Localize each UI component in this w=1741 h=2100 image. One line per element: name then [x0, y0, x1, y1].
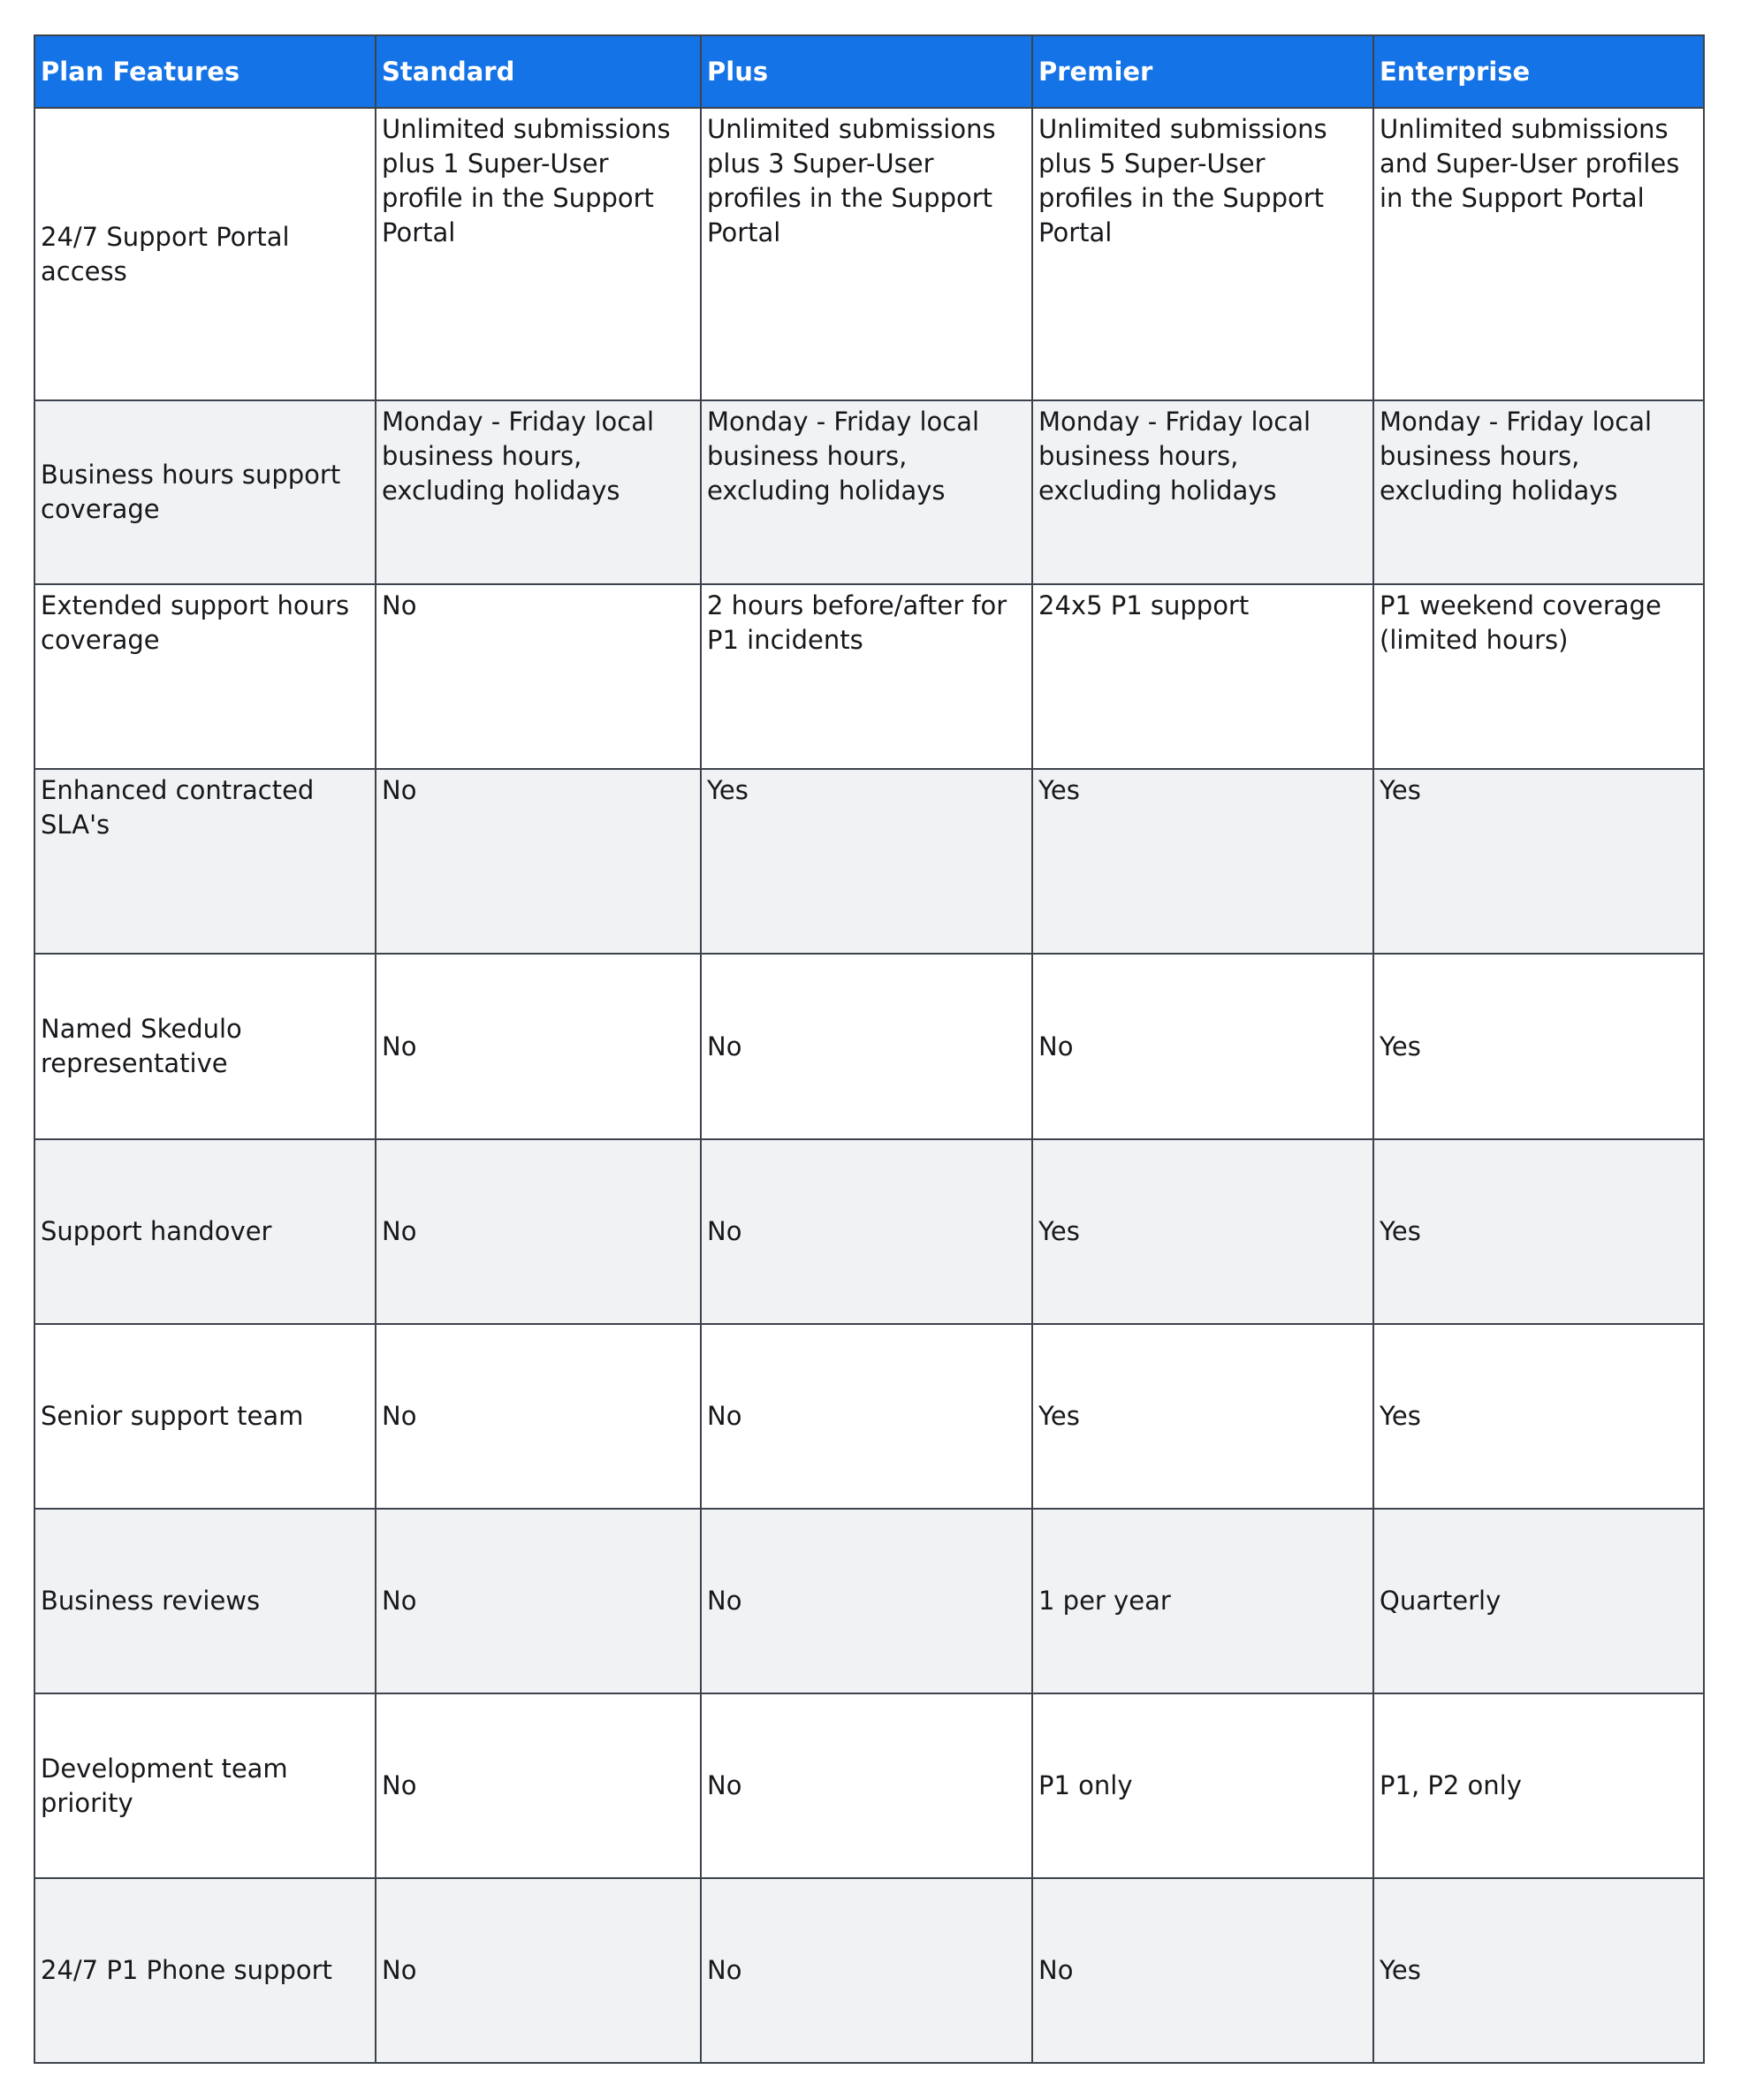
plus-cell: No — [701, 1509, 1032, 1693]
standard-cell: No — [376, 1693, 701, 1878]
enterprise-cell: Yes — [1373, 1139, 1704, 1324]
feature-cell: Development team priority — [34, 1693, 376, 1878]
premier-cell: 1 per year — [1032, 1509, 1373, 1693]
premier-cell: Yes — [1032, 1324, 1373, 1509]
feature-cell: Named Skedulo representative — [34, 954, 376, 1139]
enterprise-cell: Yes — [1373, 1324, 1704, 1509]
premier-cell: P1 only — [1032, 1693, 1373, 1878]
premier-cell: Yes — [1032, 1139, 1373, 1324]
table-row — [34, 1139, 1704, 1324]
standard-cell: No — [376, 1139, 701, 1324]
standard-cell: No — [376, 1878, 701, 2063]
standard-cell: No — [376, 769, 701, 954]
header-premier: Premier — [1032, 35, 1373, 108]
feature-cell: Enhanced contracted SLA's — [34, 769, 376, 954]
plus-cell: No — [701, 1878, 1032, 2063]
plus-cell: No — [701, 1139, 1032, 1324]
header-plan-features: Plan Features — [34, 35, 376, 108]
enterprise-cell: Monday - Friday local business hours, excluding holidays — [1373, 400, 1704, 584]
premier-cell: Monday - Friday local business hours, excluding holidays — [1032, 400, 1373, 584]
plus-cell: Unlimited submissions plus 3 Super-User profiles in the Support Portal — [701, 108, 1032, 400]
table-row — [34, 1693, 1704, 1878]
premier-cell: No — [1032, 954, 1373, 1139]
feature-cell: 24/7 Support Portal access — [34, 108, 376, 400]
header-standard: Standard — [376, 35, 701, 108]
enterprise-cell: Yes — [1373, 769, 1704, 954]
standard-cell: Monday - Friday local business hours, excluding holidays — [376, 400, 701, 584]
feature-cell: Senior support team — [34, 1324, 376, 1509]
plus-cell: Monday - Friday local business hours, excluding holidays — [701, 400, 1032, 584]
standard-cell: Unlimited submissions plus 1 Super-User profile in the Support Portal — [376, 108, 701, 400]
enterprise-cell: Yes — [1373, 954, 1704, 1139]
standard-cell: No — [376, 1324, 701, 1509]
enterprise-cell: Quarterly — [1373, 1509, 1704, 1693]
header-plus: Plus — [701, 35, 1032, 108]
feature-cell: Extended support hours coverage — [34, 584, 376, 769]
table-row — [34, 769, 1704, 954]
header-row — [34, 35, 1704, 108]
plan-comparison-table — [34, 34, 1705, 2064]
enterprise-cell: Unlimited submissions and Super-User profiles in the Support Portal — [1373, 108, 1704, 400]
standard-cell: No — [376, 584, 701, 769]
table-row — [34, 1324, 1704, 1509]
feature-cell: Support handover — [34, 1139, 376, 1324]
plus-cell: 2 hours before/after for P1 incidents — [701, 584, 1032, 769]
table-row — [34, 400, 1704, 584]
premier-cell: No — [1032, 1878, 1373, 2063]
feature-cell: Business hours support coverage — [34, 400, 376, 584]
plus-cell: No — [701, 954, 1032, 1139]
enterprise-cell: Yes — [1373, 1878, 1704, 2063]
table-row — [34, 1509, 1704, 1693]
table-row — [34, 954, 1704, 1139]
premier-cell: Unlimited submissions plus 5 Super-User profiles in the Support Portal — [1032, 108, 1373, 400]
premier-cell: 24x5 P1 support — [1032, 584, 1373, 769]
feature-cell: 24/7 P1 Phone support — [34, 1878, 376, 2063]
table-row — [34, 1878, 1704, 2063]
premier-cell: Yes — [1032, 769, 1373, 954]
plus-cell: No — [701, 1693, 1032, 1878]
standard-cell: No — [376, 954, 701, 1139]
table-row — [34, 584, 1704, 769]
table-row — [34, 108, 1704, 400]
feature-cell: Business reviews — [34, 1509, 376, 1693]
plus-cell: Yes — [701, 769, 1032, 954]
standard-cell: No — [376, 1509, 701, 1693]
enterprise-cell: P1 weekend coverage (limited hours) — [1373, 584, 1704, 769]
enterprise-cell: P1, P2 only — [1373, 1693, 1704, 1878]
header-enterprise: Enterprise — [1373, 35, 1704, 108]
plus-cell: No — [701, 1324, 1032, 1509]
